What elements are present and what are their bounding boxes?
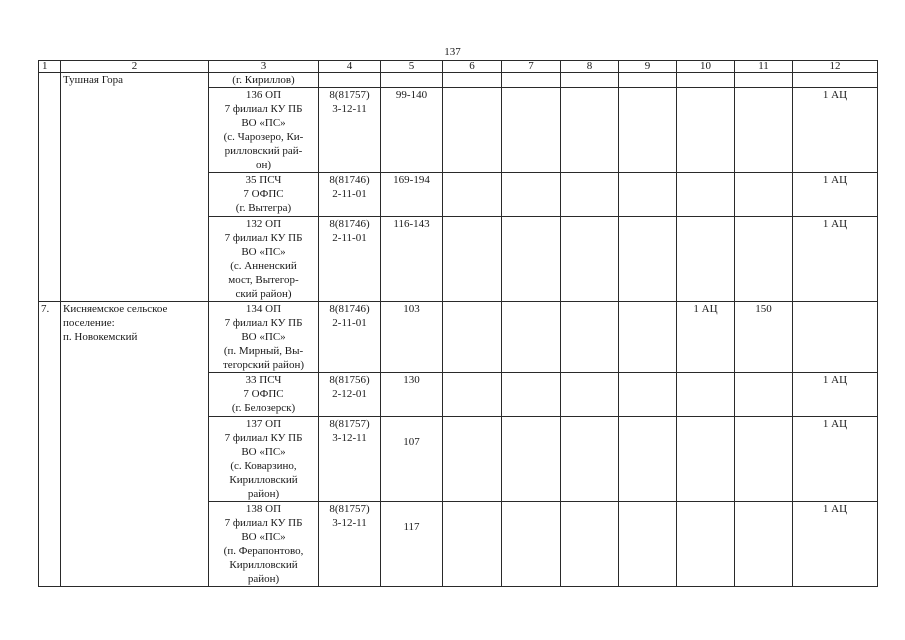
cell-col9 (619, 88, 677, 173)
phone-text: 8(81757) 3-12-11 (329, 89, 370, 115)
cell-col12 (793, 302, 878, 373)
distance-cell (381, 217, 443, 302)
distance-text: 169-194 (393, 174, 430, 186)
cell-col10 (677, 173, 735, 217)
distance-cell (381, 417, 443, 502)
settlement-name: Тушная Гора (63, 74, 123, 86)
fire-unit-cell (209, 88, 319, 173)
cell-col11 (735, 417, 793, 502)
cell-col9 (619, 502, 677, 587)
col12-text: 1 АЦ (822, 218, 848, 230)
cell-col12 (793, 373, 878, 417)
column-header-8: 8 (561, 61, 619, 73)
cell-col10 (677, 88, 735, 173)
cell-col6 (443, 502, 502, 587)
cell-col8 (561, 302, 619, 373)
cell-col6 (443, 302, 502, 373)
cell-col7 (502, 88, 561, 173)
fire-unit-cell (209, 417, 319, 502)
column-header-1: 1 (39, 61, 61, 73)
cell-col12 (793, 502, 878, 587)
distance-cell (381, 502, 443, 587)
column-header-3: 3 (209, 61, 319, 73)
fire-unit-text: 35 ПСЧ 7 ОФПС (г. Вытегра) (235, 174, 292, 214)
column-header-9: 9 (619, 61, 677, 73)
cell-col7 (502, 217, 561, 302)
fire-coverage-table (38, 60, 878, 587)
cell-col11 (735, 373, 793, 417)
fire-unit-cell (209, 502, 319, 587)
cell-col9 (619, 417, 677, 502)
distance-text: 116-143 (393, 218, 430, 230)
column-header-7: 7 (502, 61, 561, 73)
fire-unit-cell (209, 302, 319, 373)
distance-text: 99-140 (395, 89, 428, 101)
cell-col8 (561, 373, 619, 417)
fire-unit-cell (209, 217, 319, 302)
cell-col9 (619, 173, 677, 217)
fire-unit-text: 132 ОП 7 филиал КУ ПБ ВО «ПС» (с. Анненский мост, Вытегор- ский район) (224, 218, 303, 300)
fire-unit-text: 137 ОП 7 филиал КУ ПБ ВО «ПС» (с. Коварзино, Кирилловский район) (224, 418, 303, 500)
distance-cell (381, 88, 443, 173)
cell-col8 (561, 217, 619, 302)
column-header-4: 4 (319, 61, 381, 73)
distance-cell (381, 302, 443, 373)
cell-col7 (502, 73, 561, 88)
fire-unit-text: 33 ПСЧ 7 ОФПС (г. Белозерск) (231, 374, 296, 414)
cell-col12 (793, 417, 878, 502)
table-row (39, 302, 878, 373)
column-header-5: 5 (381, 61, 443, 73)
phone-cell (319, 217, 381, 302)
cell-col10 (677, 217, 735, 302)
phone-cell (319, 417, 381, 502)
phone-cell (319, 502, 381, 587)
phone-text: 8(81746) 2-11-01 (329, 218, 370, 244)
column-number-row (39, 61, 878, 73)
fire-unit-cell (209, 173, 319, 217)
cell-col8 (561, 173, 619, 217)
cell-col7 (502, 373, 561, 417)
col12-text: 1 АЦ (822, 89, 848, 101)
distance-text: 130 (403, 374, 420, 386)
cell-col11 (735, 302, 793, 373)
phone-text: 8(81757) 3-12-11 (329, 418, 370, 444)
fire-unit-cell (209, 373, 319, 417)
cell-col9 (619, 73, 677, 88)
cell-col10 (677, 73, 735, 88)
cell-col6 (443, 173, 502, 217)
cell-col8 (561, 502, 619, 587)
col12-text: 1 АЦ (822, 374, 848, 386)
cell-col6 (443, 373, 502, 417)
phone-cell (319, 302, 381, 373)
phone-text: 8(81756) 2-12-01 (329, 374, 370, 400)
cell-col10 (677, 302, 735, 373)
cell-col6 (443, 88, 502, 173)
col12-text: 1 АЦ (822, 503, 848, 515)
column-header-12: 12 (793, 61, 878, 73)
cell-col11 (735, 217, 793, 302)
phone-cell (319, 88, 381, 173)
row-number: 7. (41, 303, 50, 315)
cell-col7 (502, 173, 561, 217)
cell-col6 (443, 217, 502, 302)
column-header-11: 11 (735, 61, 793, 73)
cell-col11 (735, 502, 793, 587)
settlement-cell (61, 73, 209, 302)
cell-col12 (793, 173, 878, 217)
cell-col9 (619, 373, 677, 417)
table-row (39, 73, 878, 88)
fire-unit-text: (г. Кириллов) (232, 74, 295, 86)
row-number-cell (39, 302, 61, 587)
cell-col11 (735, 73, 793, 88)
cell-col12 (793, 73, 878, 88)
distance-cell (381, 73, 443, 88)
distance-text: 103 (403, 303, 420, 315)
distance-cell (381, 173, 443, 217)
phone-text: 8(81746) 2-11-01 (329, 303, 370, 329)
cell-col11 (735, 173, 793, 217)
cell-col7 (502, 502, 561, 587)
cell-col11 (735, 88, 793, 173)
cell-col12 (793, 88, 878, 173)
distance-text: 117 (403, 521, 420, 533)
cell-col6 (443, 417, 502, 502)
cell-col8 (561, 73, 619, 88)
settlement-cell (61, 302, 209, 587)
column-header-10: 10 (677, 61, 735, 73)
distance-text: 107 (403, 436, 420, 448)
cell-col8 (561, 88, 619, 173)
column-header-6: 6 (443, 61, 502, 73)
fire-unit-text: 138 ОП 7 филиал КУ ПБ ВО «ПС» (п. Ферапонтово, Кирилловский район) (223, 503, 304, 585)
fire-unit-text: 136 ОП 7 филиал КУ ПБ ВО «ПС» (с. Чарозеро, Ки- рилловский рай- он) (223, 89, 304, 171)
col11-text: 150 (755, 303, 772, 315)
distance-cell (381, 373, 443, 417)
cell-col10 (677, 373, 735, 417)
phone-text: 8(81746) 2-11-01 (329, 174, 370, 200)
cell-col8 (561, 417, 619, 502)
cell-col7 (502, 302, 561, 373)
cell-col6 (443, 73, 502, 88)
column-header-2: 2 (61, 61, 209, 73)
col10-text: 1 АЦ (693, 303, 718, 315)
col12-text: 1 АЦ (822, 418, 848, 430)
phone-cell (319, 173, 381, 217)
fire-unit-cell (209, 73, 319, 88)
cell-col10 (677, 502, 735, 587)
cell-col10 (677, 417, 735, 502)
phone-cell (319, 73, 381, 88)
cell-col9 (619, 217, 677, 302)
phone-cell (319, 373, 381, 417)
cell-col9 (619, 302, 677, 373)
fire-unit-text: 134 ОП 7 филиал КУ ПБ ВО «ПС» (п. Мирный, Вы- тегорский район) (223, 303, 304, 371)
page-number: 137 (444, 46, 461, 58)
cell-col7 (502, 417, 561, 502)
phone-text: 8(81757) 3-12-11 (329, 503, 370, 529)
row-number-cell (39, 73, 61, 302)
settlement-name: Кисняемское сельское поселение: п. Новокемский (63, 303, 168, 343)
cell-col12 (793, 217, 878, 302)
col12-text: 1 АЦ (822, 174, 848, 186)
